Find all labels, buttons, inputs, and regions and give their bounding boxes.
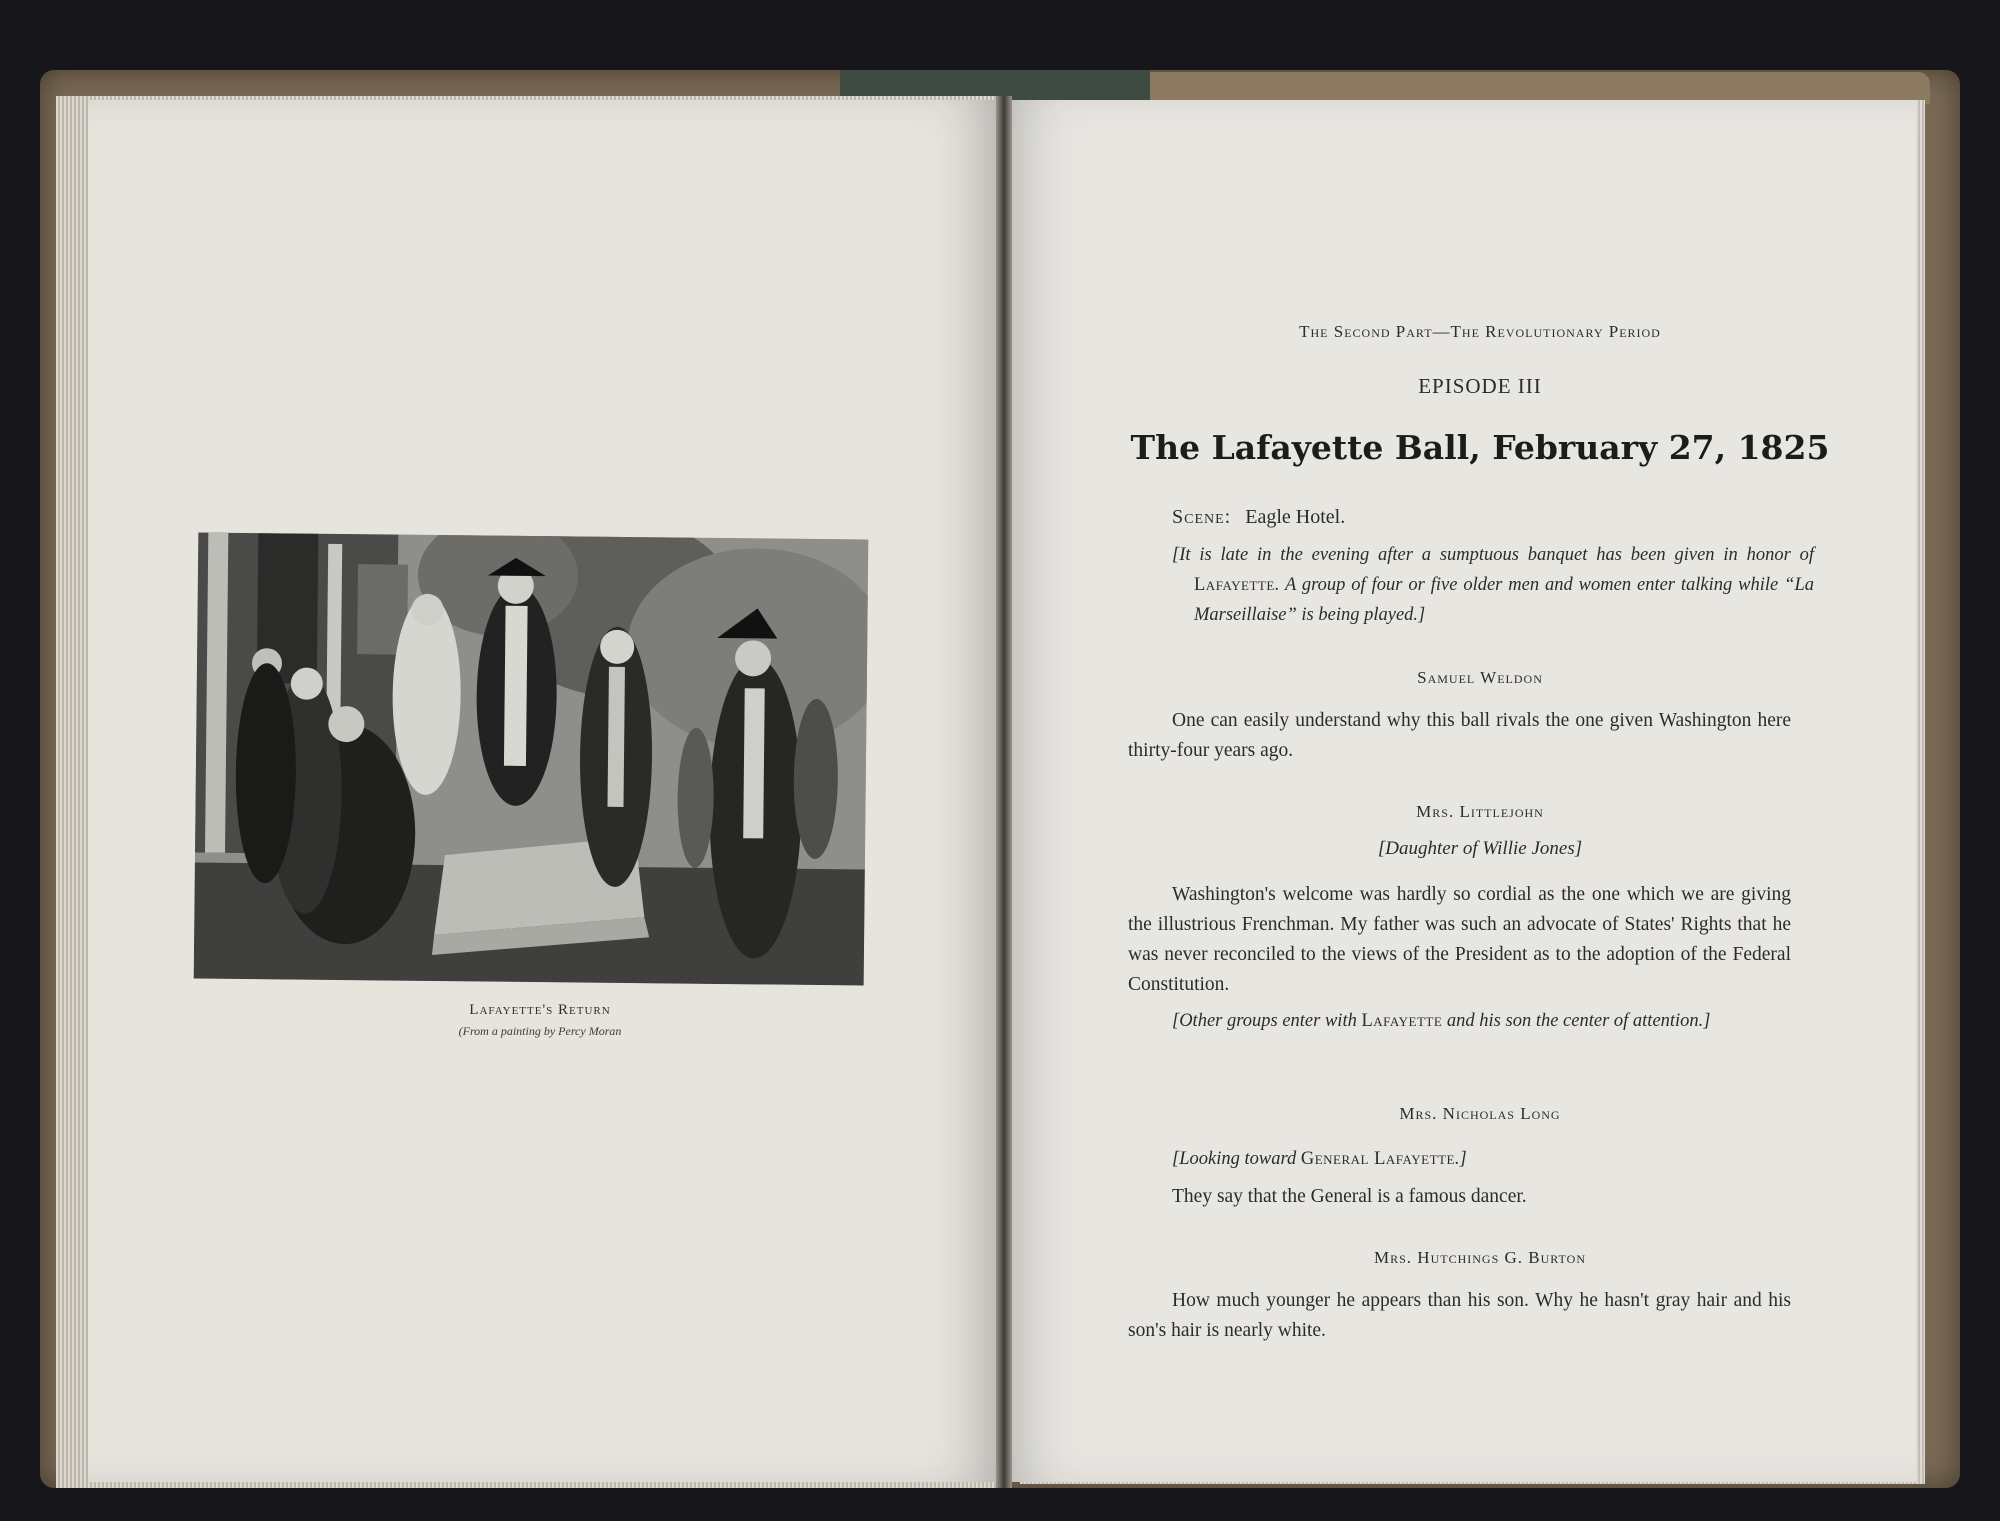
direction-text: [Looking toward — [1172, 1149, 1301, 1169]
stage-direction-2 — [1172, 1006, 1814, 1036]
speech-4: How much younger he appears than his son. Why he hasn't gray hair and his son's hair is nearly white. — [1128, 1290, 1791, 1341]
character-name: General Lafayette — [1300, 1149, 1455, 1169]
speech-1: One can easily understand why this ball rivals the one given Washington here thirty-four years ago. — [1128, 710, 1791, 761]
stage-direction-3 — [1172, 1144, 1814, 1174]
book-gutter — [996, 96, 1012, 1488]
speech-2: Washington's welcome was hardly so cordial as the one which we are giving the illustrious Frenchman. My father was such an advocate of States' Rights that he was never reconciled to the views of the President as to the adoption of the Federal Constitution. — [1128, 884, 1791, 995]
direction-text: [Other groups enter with — [1172, 1011, 1362, 1031]
part-heading: The Second Part—The Revolutionary Period — [1299, 322, 1661, 341]
character-name: Lafayette — [1361, 1011, 1443, 1031]
speech-3: They say that the General is a famous dancer. — [1172, 1186, 1527, 1207]
scene-value: Eagle Hotel. — [1245, 506, 1346, 528]
speaker-note: [Daughter of Willie Jones] — [1377, 838, 1583, 859]
speaker-mrs-hutchings-burton: Mrs. Hutchings G. Burton — [1374, 1248, 1586, 1267]
direction-text: .] — [1454, 1149, 1467, 1169]
speaker-samuel-weldon: Samuel Weldon — [1417, 668, 1543, 687]
plate-source: (From a painting by Percy Moran — [458, 1024, 622, 1038]
right-page — [1006, 100, 1916, 1482]
direction-text: . A group of four or five older men and women enter talking while “La Marseillaise” is being played.] — [1194, 575, 1814, 625]
scene-line — [1172, 506, 1345, 529]
speaker-mrs-nicholas-long: Mrs. Nicholas Long — [1399, 1104, 1561, 1123]
direction-text: and his son the center of attention.] — [1442, 1011, 1711, 1031]
direction-text: [It is late in the evening after a sumptuous banquet has been given in honor of — [1172, 545, 1814, 565]
episode-heading: EPISODE III — [1418, 374, 1542, 398]
opening-stage-direction — [1172, 540, 1814, 630]
speaker-mrs-littlejohn: Mrs. Littlejohn — [1416, 802, 1544, 821]
character-name: Lafayette — [1194, 575, 1275, 595]
lafayette-illustration — [194, 533, 869, 986]
scene-label: Scene: — [1172, 506, 1232, 528]
plate-caption: Lafayette's Return — [469, 1002, 611, 1018]
episode-title: The Lafayette Ball, February 27, 1825 — [1130, 428, 1830, 467]
